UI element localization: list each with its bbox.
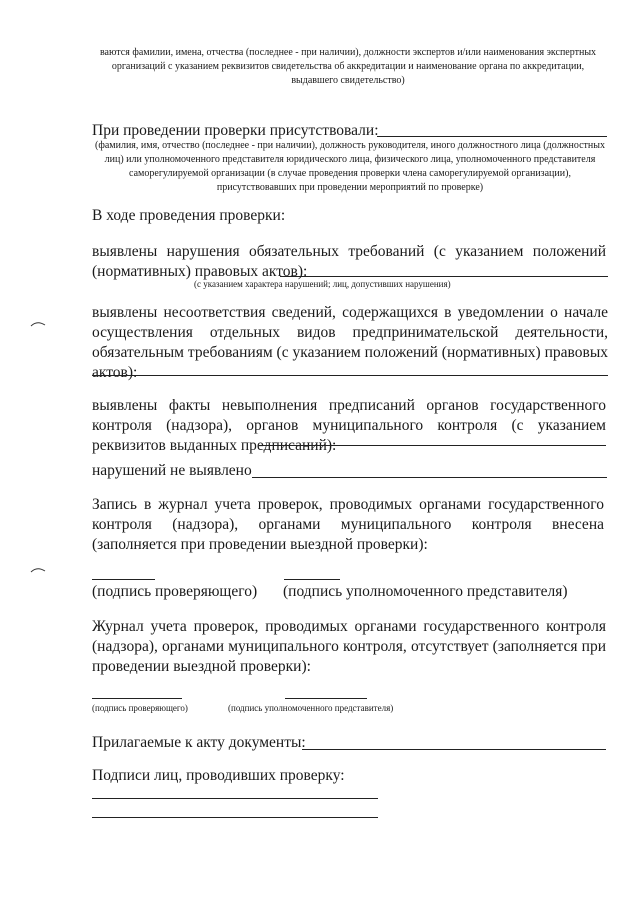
violations-text: выявлены нарушения обязательных требований (с указанием положений (нормативных) правовых актов):	[92, 243, 606, 280]
journal-entry-sig-inspector: (подпись проверяющего)	[92, 583, 258, 600]
intro-caption: ваются фамилии, имена, отчества (последнее - при наличии), должности экспертов и/или наименования экспертных организаций с указанием реквизитов свидетельства об аккредитации и наименование органа по аккредитации, выдавшего свидетельство)	[99, 47, 597, 86]
inconsistencies-fill-line[interactable]	[92, 375, 608, 376]
attached-docs-label: Прилагаемые к акту документы:	[92, 734, 306, 751]
no-violations-label: нарушений не выявлено	[92, 462, 252, 479]
journal-absent-text: Журнал учета проверок, проводимых органами государственного контроля (надзора), органами муниципального контроля, отсутствует (заполняется при проведении выездной проверки):	[92, 618, 606, 675]
signatures-heading: Подписи лиц, проводивших проверку:	[92, 767, 345, 784]
violations-caption: (с указанием характера нарушений; лиц, допустивших нарушения)	[194, 279, 451, 289]
present-fill-line[interactable]	[377, 136, 607, 137]
journal-entry-text: Запись в журнал учета проверок, проводимых органами государственного контроля (надзора), органами муниципального контроля внесена (заполняется при проведении выездной проверки):	[92, 496, 604, 553]
signature-line-2[interactable]	[92, 817, 378, 818]
attached-docs-fill-line[interactable]	[302, 749, 606, 750]
signature-line-1[interactable]	[92, 798, 378, 799]
non-compliance-text: выявлены факты невыполнения предписаний органов государственного контроля (надзора), органов муниципального контроля (с указанием реквизитов выданных предписаний):	[92, 397, 606, 454]
present-label: При проведении проверки присутствовали:	[92, 122, 379, 139]
journal-absent-representative-sign-line[interactable]	[285, 698, 367, 699]
journal-absent-sig-representative: (подпись уполномоченного представителя)	[228, 703, 394, 713]
journal-absent-inspector-sign-line[interactable]	[92, 698, 182, 699]
scan-mark	[30, 320, 46, 328]
scan-mark	[30, 566, 46, 574]
journal-absent-sig-inspector: (подпись проверяющего)	[92, 703, 188, 713]
no-violations-fill-line[interactable]	[252, 477, 607, 478]
journal-entry-sig-representative: (подпись уполномоченного представителя)	[283, 583, 568, 600]
non-compliance-fill-line[interactable]	[259, 445, 606, 446]
violations-fill-line[interactable]	[280, 276, 608, 277]
journal-entry-inspector-sign-line[interactable]	[92, 579, 155, 580]
course-heading: В ходе проведения проверки:	[92, 207, 286, 224]
present-caption: (фамилия, имя, отчество (последнее - при наличии), должность руководителя, иного должностного лица (должностных лиц) или уполномоченного представителя юридического лица, физического лица, уполномоченного представителя саморегулируемой организации (в случае проведения проверки члена саморегулируемой организации), присутствовавших при проведении мероприятий по проверке)	[95, 140, 605, 193]
inconsistencies-text: выявлены несоответствия сведений, содержащихся в уведомлении о начале осуществления отдельных видов предпринимательской деятельности, обязательным требованиям (с указанием положений (нормативных) правовых актов):	[92, 304, 608, 381]
journal-entry-representative-sign-line[interactable]	[284, 579, 340, 580]
